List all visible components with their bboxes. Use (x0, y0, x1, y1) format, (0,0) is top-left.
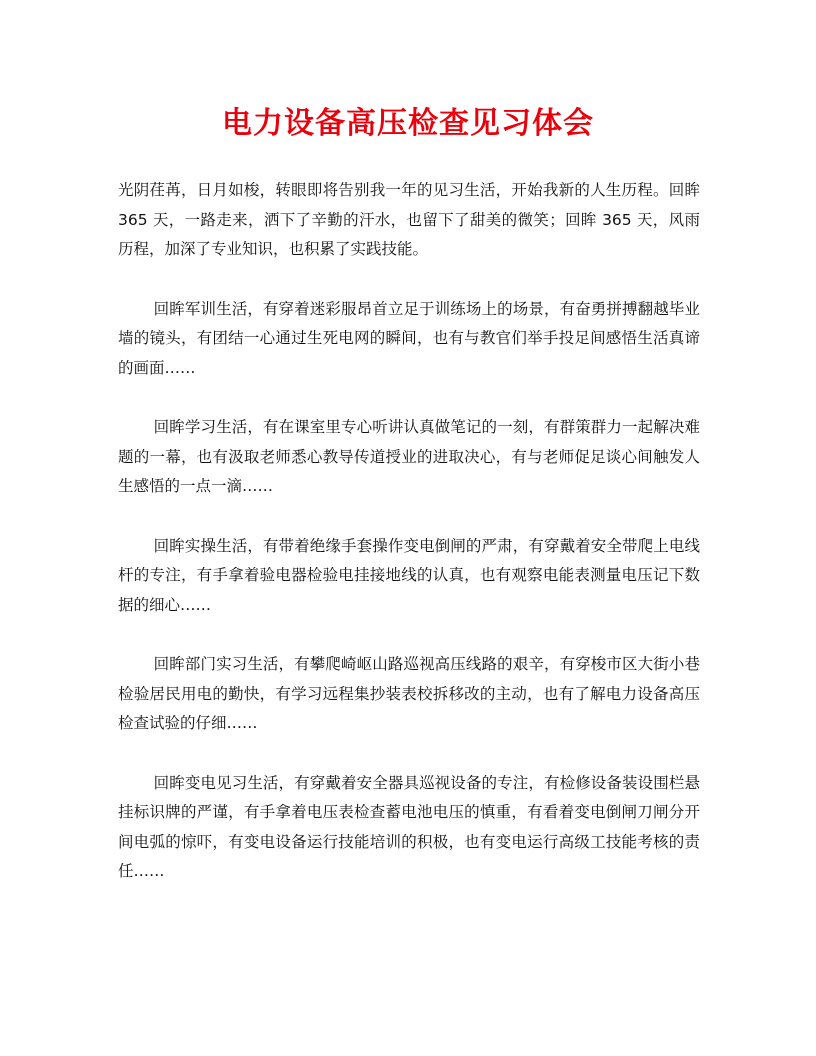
paragraph-department-internship: 回眸部门实习生活，有攀爬崎岖山路巡视高压线路的艰辛，有穿梭市区大街小巷检验居民用电的勤快，有学习远程集抄装表校拆移改的主动，也有了解电力设备高压检查试验的仔细…… (118, 655, 700, 732)
document-body (118, 176, 700, 917)
paragraph-study-life: 回眸学习生活，有在课室里专心听讲认真做笔记的一刻，有群策群力一起解决难题的一幕，也有汲取老师悉心教导传道授业的进取决心，有与老师促足谈心间触发人生感悟的一点一滴…… (118, 418, 700, 495)
paragraph-practical-operation: 回眸实操生活，有带着绝缘手套操作变电倒闸的严肃，有穿戴着安全带爬上电线杆的专注，有手拿着验电器检验电挂接地线的认真，也有观察电能表测量电压记下数据的细心…… (118, 536, 700, 614)
paragraph-substation-internship: 回眸变电见习生活，有穿戴着安全器具巡视设备的专注，有检修设备装设围栏悬挂标识牌的严谨，有手拿着电压表检查蓄电池电压的慎重，有看着变电倒闸刀闸分开间电弧的惊吓，有变电设备运行技能培训的积极，也有变电运行高级工技能考核的责任…… (118, 773, 700, 880)
paragraph-military-training: 回眸军训生活，有穿着迷彩服昂首立足于训练场上的场景，有奋勇拼搏翻越毕业墙的镜头，有团结一心通过生死电网的瞬间，也有与教官们举手投足间感悟生活真谛的画面…… (118, 299, 700, 377)
document-title: 电力设备高压检查见习体会 (222, 106, 594, 141)
paragraph-intro: 光阴荏苒，日月如梭，转眼即将告别我一年的见习生活，开始我新的人生历程。回眸 365 天，一路走来，洒下了辛勤的汗水，也留下了甜美的微笑；回眸 365 天，风雨历程，加深了专业知识，也积累了实践技能。 (118, 181, 700, 258)
